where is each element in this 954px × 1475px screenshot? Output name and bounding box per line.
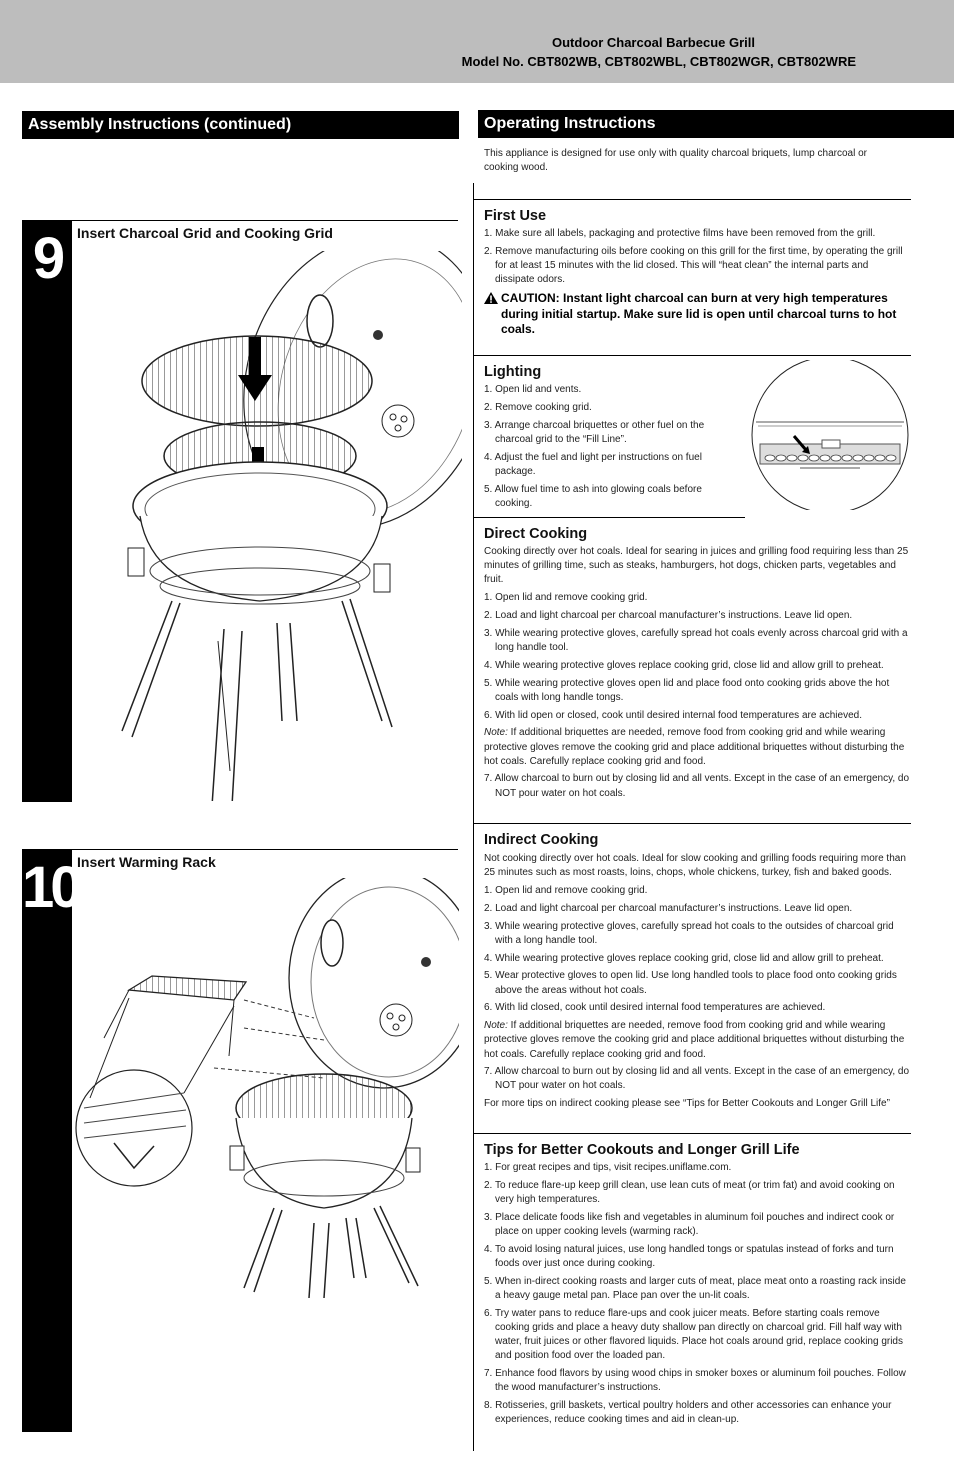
list-item: 3. Arrange charcoal briquettes or other fuel on the charcoal grid to the “Fill Line”. (484, 419, 705, 445)
direct-cooking-title: Direct Cooking (484, 526, 588, 542)
list-item: 4. To avoid losing natural juices, use long handled tongs or spatulas instead of forks and turn foods over just once during cooking. (484, 1243, 894, 1269)
list-item: 3. While wearing protective gloves, carefully spread hot coals to the outsides of charcoal grid with a long handle tool. (484, 920, 894, 946)
list-item: 1. For great recipes and tips, visit recipes.uniflame.com. (484, 1162, 732, 1173)
indirect-intro: Not cooking directly over hot coals. Ideal for slow cooking and grilling foods requiring more than 25 minutes such as most roasts, loins, chops, whole chickens, turkey, fish and baked goods. (484, 853, 906, 879)
step-9-title: Insert Charcoal Grid and Cooking Grid (77, 225, 333, 241)
step-10-number-bar (22, 850, 79, 1432)
list-item: 2. Remove cooking grid. (484, 401, 592, 413)
list-item: 5. Wear protective gloves to open lid. Use long handled tools to place food onto cooking grids above the areas without hot coals. (484, 970, 897, 996)
list-item: 2. Load and light charcoal per charcoal manufacturer’s instructions. Leave lid open. (484, 902, 853, 914)
first-use-body (484, 227, 909, 338)
step-10 (22, 849, 458, 1431)
header-bar (0, 0, 954, 83)
list-item: 4. While wearing protective gloves replace cooking grid, close lid and allow grill to preheat. (484, 659, 884, 671)
note-label: Note: (484, 1020, 508, 1032)
list-item: 4. While wearing protective gloves replace cooking grid, close lid and allow grill to preheat. (484, 952, 884, 964)
note-text: If additional briquettes are needed, remove food from cooking grid and while wearing protective gloves remove the cooking grid and place additional briquettes without disturbing the hot coals. Carefully replace cooking grid and food. (484, 727, 905, 767)
direct-cooking-body (484, 545, 912, 804)
step-10-number: 10 (22, 855, 79, 920)
indirect-note (484, 1019, 912, 1062)
direct-intro: Cooking directly over hot coals. Ideal for searing in juices and grilling food requiring less than 25 minutes of grilling time, such as steaks, hamburgers, hot dogs, chicken parts, vegetables and fruit. (484, 546, 909, 586)
note-label: Note: (484, 727, 508, 739)
list-item: 1. Open lid and remove cooking grid. (484, 592, 648, 604)
list-item: 4. Adjust the fuel and light per instructions on fuel package. (484, 451, 702, 477)
header-product-name: Outdoor Charcoal Barbecue Grill (552, 35, 755, 50)
list-item: 7. Allow charcoal to burn out by closing lid and all vents. Except in the case of an emergency, do NOT pour water on hot coals. (484, 1066, 910, 1092)
list-item: 2. To reduce flare-up keep grill clean, use lean cuts of meat (or trim fat) and avoid cooking on very high temperatures. (484, 1179, 895, 1205)
lighting-title: Lighting (484, 364, 542, 380)
list-item: 5. Allow fuel time to ash into glowing coals before cooking. (484, 483, 702, 509)
first-use-title: First Use (484, 208, 547, 224)
caution-text: CAUTION: Instant light charcoal can burn at very high temperatures during initial startup. Make sure lid is open until charcoal turns to hot coals. (501, 291, 897, 336)
tips-title: Tips for Better Cookouts and Longer Grill Life (484, 1142, 800, 1158)
first-use-section (474, 199, 911, 229)
operating-heading: Operating Instructions (478, 110, 954, 138)
list-item: 7. Enhance food flavors by using wood chips in smoker boxes or aluminum foil pouches. Follow the wood manufacturer’s instructions. (484, 1368, 906, 1394)
direct-note (484, 726, 912, 769)
tips-body (484, 1161, 912, 1431)
list-item: 6. With lid open or closed, cook until desired internal food temperatures are achieved. (484, 709, 862, 721)
step-9-grill-illustration (92, 251, 462, 801)
indirect-cooking-body (484, 852, 912, 1115)
list-item: 2. Load and light charcoal per charcoal manufacturer’s instructions. Leave lid open. (484, 609, 853, 621)
list-item: 1. Open lid and vents. (484, 384, 582, 395)
intro-text: This appliance is designed for use only with quality charcoal briquets, lump charcoal or cooking wood. (484, 148, 867, 174)
list-item: 3. While wearing protective gloves, carefully spread hot coals evenly across charcoal grid with a long handle tool. (484, 627, 908, 653)
list-item: 6. With lid closed, cook until desired internal food temperatures are achieved. (484, 1002, 826, 1014)
step-9-number: 9 (32, 226, 62, 291)
list-item: 6. Try water pans to reduce flare-ups and cook juicer meats. Before starting coals remove cooking grids and place a heavy duty shallow pan directly on charcoal grid. Fill half way with water, fruit juices or other flavored liquids. Place hot coals around grid, replace cooking grids and position food over the loaded pan. (484, 1307, 903, 1362)
direct-cooking-section (474, 517, 745, 547)
operating-intro (484, 147, 899, 179)
list-item: 1. Make sure all labels, packaging and protective films have been removed from the grill. (484, 228, 876, 239)
list-item: 5. While wearing protective gloves open lid and place food onto cooking grids above the hot coals with long handle tongs. (484, 677, 890, 703)
header-model-numbers: Model No. CBT802WB, CBT802WBL, CBT802WGR, CBT802WRE (461, 54, 856, 69)
list-item: 8. Rotisseries, grill baskets, vertical poultry holders and other accessories can enhance your experiences, reduce cooking times and aid in clean-up. (484, 1400, 892, 1426)
step-10-title: Insert Warming Rack (77, 854, 216, 870)
indirect-more-tips: For more tips on indirect cooking please see “Tips for Better Cookouts and Longer Grill Life” (484, 1098, 890, 1110)
caution-notice (484, 291, 909, 338)
list-item: 3. Place delicate foods like fish and vegetables in aluminum foil pouches and indirect cook or place on upper cooking levels (warming rack). (484, 1211, 895, 1237)
note-text: If additional briquettes are needed, remove food from cooking grid and while wearing protective gloves remove the cooking grid and place additional briquettes without disturbing the hot coals. Carefully replace cooking grid and food. (484, 1020, 905, 1060)
step-9 (22, 220, 458, 801)
assembly-heading: Assembly Instructions (continued) (22, 111, 459, 139)
tips-section (474, 1133, 911, 1163)
list-item: 1. Open lid and remove cooking grid. (484, 884, 648, 896)
indirect-cooking-title: Indirect Cooking (484, 832, 599, 848)
fill-line-illustration (750, 360, 912, 510)
list-item: 7. Allow charcoal to burn out by closing lid and all vents. Except in the case of an emergency, do NOT pour water on hot coals. (484, 773, 910, 799)
step-9-number-bar (22, 221, 72, 802)
warning-icon (484, 292, 498, 304)
lighting-body (484, 383, 714, 515)
step-10-warming-rack-illustration (74, 878, 459, 1298)
list-item: 5. When in-direct cooking roasts and larger cuts of meat, place meat onto a roasting rack inside a heavy gauge metal pan. Place pan over the un-lit coals. (484, 1275, 906, 1301)
indirect-cooking-section (474, 823, 911, 853)
list-item: 2. Remove manufacturing oils before cooking on this grill for the first time, by operating the grill for at least 15 minutes with the lid closed. This will “heat clean” the internal parts and dissipate odors. (484, 245, 903, 286)
